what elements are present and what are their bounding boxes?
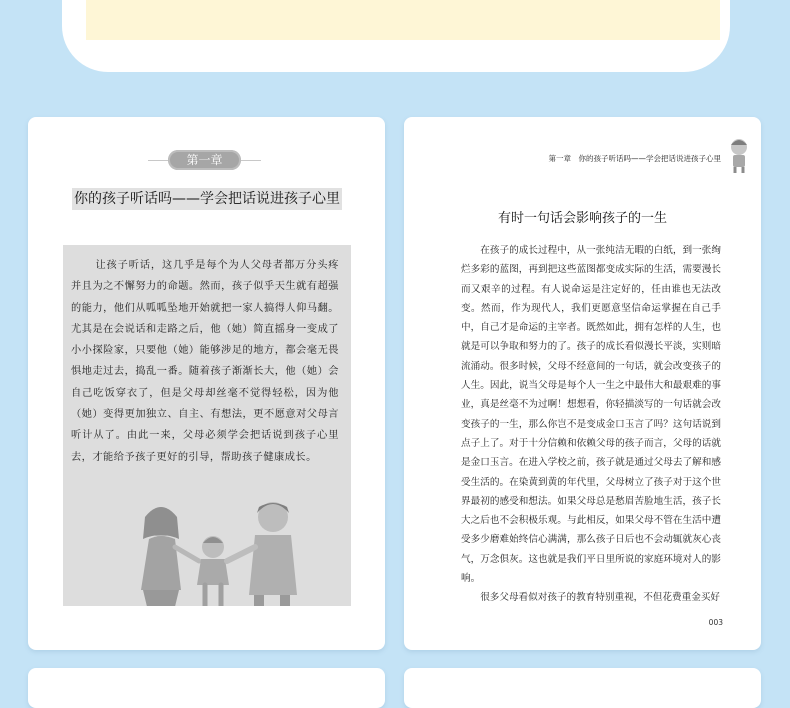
book-page-left bbox=[28, 117, 385, 650]
top-banner-panel bbox=[86, 0, 720, 40]
running-head: 第一章 你的孩子听话吗——学会把话说进孩子心里 bbox=[548, 154, 721, 163]
chapter-label: 第一章 bbox=[168, 150, 241, 170]
book-page-right bbox=[404, 117, 761, 650]
family-illustration bbox=[121, 495, 351, 606]
next-page-right bbox=[404, 668, 761, 708]
intro-text: 让孩子听话，这几乎是每个为人父母者都万分头疼并且为之不懈努力的命题。然而，孩子似乎天生就有超强的能力，他们从呱呱坠地开始就把一家人搞得人仰马翻。尤其是在会说话和走路之后，他（她）简直摇身一变成了小小探险家，只要他（她）能够涉足的地方，都会毫无畏惧地走过去，捣乱一番。随着孩子渐渐长大，他（她）会自己吃饭穿衣了，但是父母却丝毫不觉得轻松，因为他（她）变得更加独立、自主、有想法，更不愿意对父母言听计从了。由此一来，父母必须学会把话说到孩子心里去，才能给予孩子更好的引导，帮助孩子健康成长。 bbox=[71, 260, 339, 463]
page-number: 003 bbox=[708, 618, 723, 627]
section-title: 有时一句话会影响孩子的一生 bbox=[497, 211, 667, 226]
child-mascot-icon bbox=[727, 137, 751, 173]
chapter-title: 你的孩子听话吗——学会把话说进孩子心里 bbox=[72, 188, 342, 210]
paragraph: 在孩子的成长过程中，从一张纯洁无暇的白纸，到一张绚烂多彩的蓝图，再到把这些蓝图都变成实际的生活，需要漫长而又艰辛的过程。有人说命运是注定好的，任由谁也无法改变。然而，作为现代人，我们更愿意坚信命运掌握在自己手中，自己才是命运的主宰者。既然如此，拥有怎样的人生，也就是可以争取和努力的了。孩子的成长看似漫长平淡，实则暗流涌动。很多时候，父母不经意间的一句话，就会改变孩子的人生。因此，说当父母是每个人一生之中最伟大和最艰难的事业，真是丝毫不为过啊！想想看，你轻描淡写的一句话就会改变孩子的一生，那么你岂不是变成金口玉言了吗？这句话说到点子上了。对于十分信赖和依赖父母的孩子而言，父母的话就是金口玉言。在进入学校之前，孩子就是通过父母去了解和感受生活的。在染黄到黄的年代里，父母树立了孩子对于这个世界最初的感受和想法。如果父母总是愁眉苦脸地生活，孩子长大之后也不会积极乐观。与此相反，如果父母不管在生活中遭受多少磨难始终信心满满，那么孩子日后也不会动辄就灰心丧气，万念俱灰。这也就是我们平日里所说的家庭环境对人的影响。 bbox=[461, 245, 721, 585]
body-text bbox=[461, 241, 721, 608]
intro-box bbox=[63, 245, 351, 606]
paragraph: 很多父母看似对孩子的教育特别重视，不但花费重金买好 bbox=[480, 592, 721, 604]
next-page-left bbox=[28, 668, 385, 708]
